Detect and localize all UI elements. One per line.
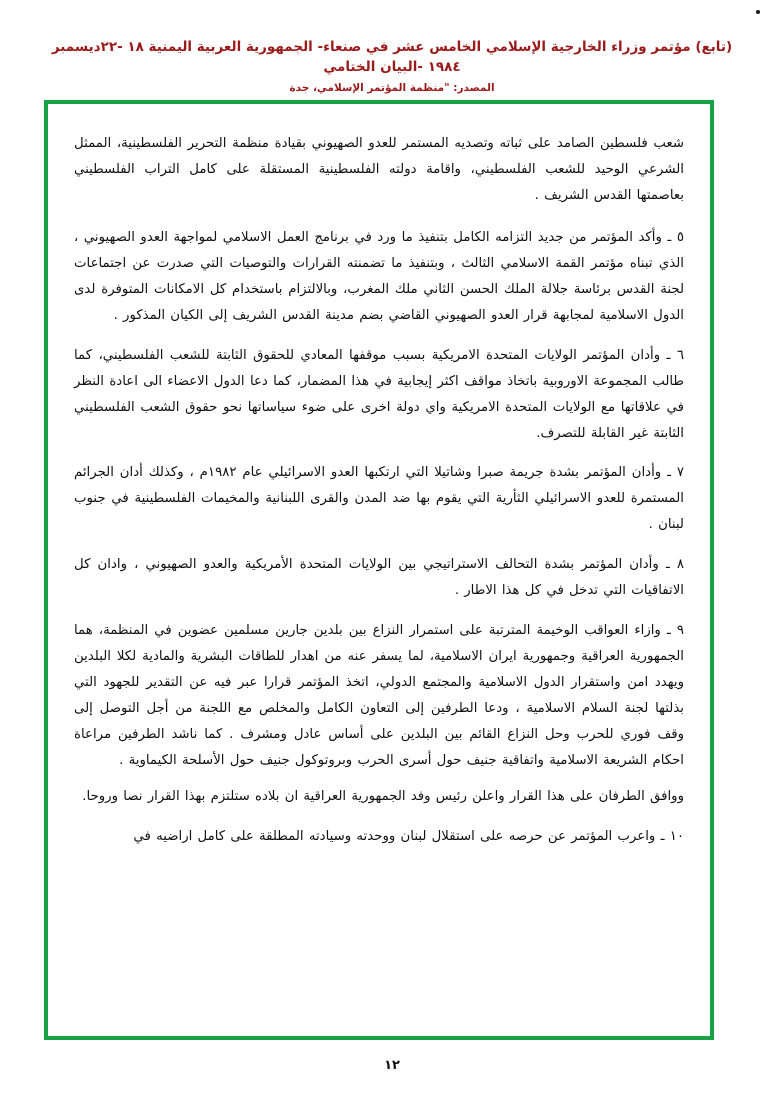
- paragraph-text: وازاء العواقب الوخيمة المترتبة على استمرار النزاع بين بلدين جارين مسلمين عضوين في المنظمة، هما الجمهورية العراقية وجمهورية ايران الاسلامية، لما يسفر عنه من اهدار للطاقات البشرية والمادية لكلا البلدين ويهدد امن واستقرار الدول الاسلامية والمجتمع الدولي، اتخذ المؤتمر قرارا عبر فيه عن التقدير للجهود التي بذلتها لجنة السلام الاسلامية ، ودعا الطرفين إلى التعاون الكامل والمخلص مع اللجنة من أجل التوصل إلى وقف فوري للحرب وحل النزاع القائم بين البلدين على أساس عادل ومشرف . كما ناشد الطرفين مراعاة احكام الشريعة الاسلامية واتفاقية جنيف حول أسرى الحرب وبروتوكول جنيف حول الأسلحة الكيماوية .: [74, 623, 684, 768]
- paragraph-text: وأكد المؤتمر من جديد التزامه الكامل بتنفيذ ما ورد في برنامج العمل الاسلامي لمواجهة العدو الصهيوني ، الذي تبناه مؤتمر القمة الاسلامي الثالث ، وبتنفيذ ما تضمنته القرارات والتوصيات التي صدرت عن اجتماعات لجنة القدس برئاسة جلالة الملك الحسن الثاني ملك المغرب، وبالالتزام باستخدام كل الامكانات المتوفرة لدى الدول الاسلامية لمجابهة قرار العدو الصهيوني القاضي بضم مدينة القدس الشريف إلى الكيان المذكور .: [74, 230, 684, 323]
- paragraph-number: ١٠ ـ: [660, 828, 684, 844]
- header-source: المصدر: "منظمة المؤتمر الإسلامي، جدة: [289, 82, 495, 95]
- paragraph-text: وأدان المؤتمر الولايات المتحدة الامريكية بسبب موقفها المعادي للحقوق الثابتة للشعب الفلسطيني، كما طالب المجموعة الاوروبية باتخاذ مواقف اكثر إيجابية في هذا المضمار، كما دعا الدول الاعضاء الى اعادة النظر في علاقاتها مع الولايات المتحدة الامريكية واي دولة اخرى على ضوء سياساتها نحو حقوق الشعب الفلسطيني الثابتة غير القابلة للتصرف.: [74, 347, 684, 441]
- paragraph-text: شعب فلسطين الصامد على ثباته وتصديه المستمر للعدو الصهيوني بقيادة منظمة التحرير الفلسطينية، الممثل الشرعي الوحيد للشعب الفلسطيني، واقامة دولته الفلسطينية المستقلة على كامل التراب الفلسطيني بعاصمتها القدس الشريف .: [74, 136, 684, 204]
- document-header: [40, 38, 744, 94]
- paragraph-8: [74, 552, 684, 604]
- paragraph-9: [74, 618, 684, 774]
- paragraph-5: [74, 225, 684, 329]
- paragraph-number: ٨ ـ: [665, 557, 684, 573]
- paragraph-number: ٦ ـ: [666, 347, 684, 363]
- paragraph-intro: [74, 131, 684, 209]
- paragraph-text: وأدان المؤتمر بشدة التحالف الاستراتيجي بين الولايات المتحدة الأمريكية والعدو الصهيوني ، وادان كل الاتفاقيات التي تدخل في كل هذا الاطار .: [74, 557, 684, 599]
- paragraph-text: ووافق الطرفان على هذا القرار واعلن رئيس وفد الجمهورية العراقية ان بلاده ستلتزم بهذا القرار نصا وروحا.: [82, 788, 684, 804]
- paragraph-number: ٥ ـ: [667, 230, 685, 246]
- scan-artifact-dot: [756, 10, 760, 14]
- page-number: ١٢: [384, 1058, 400, 1073]
- paragraph-10: [74, 824, 684, 850]
- paragraph-text: وأدان المؤتمر بشدة جريمة صبرا وشاتيلا التي ارتكبها العدو الاسرائيلي عام ١٩٨٢م ، وكذلك أدان الجرائم المستمرة للعدو الاسرائيلي الثأرية التي يقوم بها ضد المدن والقرى اللبنانية والمخيمات الفلسطينية في جنوب لبنان .: [74, 465, 684, 533]
- paragraph-6: [74, 343, 684, 447]
- paragraph-7: [74, 460, 684, 538]
- header-title: (تابع) مؤتمر وزراء الخارجية الإسلامي الخامس عشر في صنعاء- الجمهورية العربية اليمنية ١٨ -٢٢ديسمبر ١٩٨٤ -البيان الختامي: [51, 39, 733, 75]
- paragraph-text: واعرب المؤتمر عن حرصه على استقلال لبنان ووحدته وسيادته المطلقة على كامل اراضيه في: [133, 828, 656, 844]
- paragraph-9-continued: [74, 784, 684, 810]
- paragraph-number: ٩ ـ: [666, 623, 684, 639]
- paragraph-number: ٧ ـ: [667, 465, 685, 481]
- document-body: [62, 118, 696, 1023]
